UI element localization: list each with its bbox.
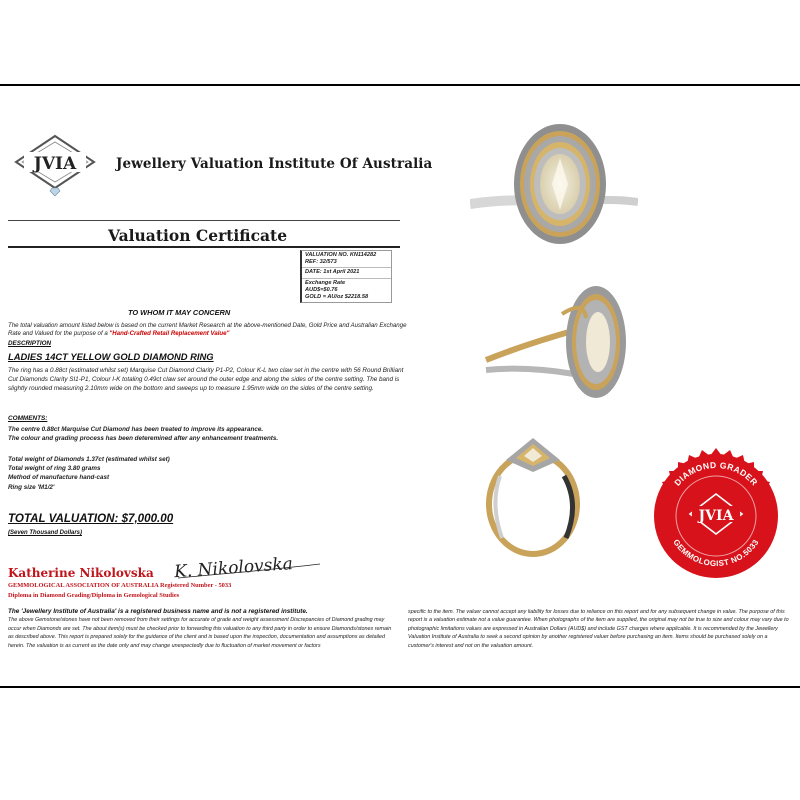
disclaimer-text: The above Gemstone/stones have not been removed from their settings for accurate of grade and weight assessment Discrepancies of Diamond grading may occur when Diamonds are set. The about item(s) must be checked prior to forwarding this valuation to any third party in order to ensure Diamonds/stones remain as described above. This report is prepared solely for the guidance of the client and is based upon the inspection, documentation and assumptions as detailed herein. The valuation is as current as the date only and may change unexpectedly due to fluctuation of market movement or factors xyxy=(8,617,392,649)
total-in-words: (Seven Thousand Dollars) xyxy=(8,530,83,536)
exchange-label: Exchange Rate xyxy=(305,279,346,286)
manufacture-method: Method of manufacture hand-cast xyxy=(8,474,110,482)
description-label: DESCRIPTION xyxy=(8,340,52,347)
divider xyxy=(8,246,400,248)
ring-weight: Total weight of ring 3.80 grams xyxy=(8,465,101,473)
ring-photo-top xyxy=(470,118,638,252)
valuer-registration: GEMMOLOGICAL ASSOCIATION OF AUSTRALIA Registered Number - 5033 xyxy=(8,582,232,589)
valuation-number: VALUATION NO. KN114282 xyxy=(305,252,377,258)
item-details xyxy=(8,455,308,492)
top-border xyxy=(0,84,800,86)
valuation-info-box xyxy=(300,250,392,303)
diamond-grader-seal xyxy=(646,446,786,586)
total-valuation: TOTAL VALUATION: $7,000.00 xyxy=(8,512,174,525)
valuer-signature xyxy=(170,548,330,584)
comment-line: The centre 0.88ct Marquise Cut Diamond has been treated to improve its appearance. xyxy=(8,426,264,433)
valuation-purpose: "Hand-Crafted Retail Replacement Value" xyxy=(109,330,230,338)
seal-center-text: JVIA xyxy=(698,508,734,524)
ring-photo-front xyxy=(470,420,596,560)
diamond-weight: Total weight of Diamonds 1.37ct (estimated whilst set) xyxy=(8,456,170,463)
logo-text: JVIA xyxy=(33,154,77,174)
salutation: TO WHOM IT MAY CONCERN xyxy=(128,308,231,317)
seal-top-text: DIAMOND GRADER xyxy=(672,459,760,488)
valuer-name: Katherine Nikolovska xyxy=(8,566,154,580)
valuation-date: DATE: 1st April 2021 xyxy=(305,269,360,276)
diamond-icon xyxy=(50,188,60,196)
divider xyxy=(8,220,400,221)
ring-photo-angle xyxy=(466,270,648,416)
comments xyxy=(8,425,408,443)
disclaimer-left xyxy=(8,608,394,650)
comment-line: The colour and grading process has been deteremined after any enhancement treatments. xyxy=(8,435,279,443)
svg-text:K. Nikolovska: K. Nikolovska xyxy=(173,554,294,583)
item-description: The ring has a 0.88ct (estimated whilst set) Marquise Cut Diamond Clarity P1-P2, Colour K-L two claw set in the centre with 56 Round Brilliant Cut Diamonds Clarity SI1-P1, Colour I-K totaling 0.49ct claw set around the outer edge and along the sides of the centre setting. The band is slightly rounded measuring 2.10mm wide on the bottom and sweeps up to measure 1.95mm wide on the sides of the centre setting. xyxy=(8,367,404,393)
certificate-title: Valuation Certificate xyxy=(108,226,288,245)
gold-rate: GOLD = AU/oz $2218.58 xyxy=(305,294,369,301)
ring-size: Ring size 'M1/2' xyxy=(8,483,55,491)
jvia-logo xyxy=(10,128,100,208)
seal-bottom-text: GEMMOLOGIST NO.5033 xyxy=(671,537,761,569)
intro-text: The total valuation amount listed below is based on the current Market Research at the above-mentioned Date, Gold Price and Australian Exchange Rate and Valued for the purpose of a "Hand-Crafted Retail Replacement Value" xyxy=(8,322,407,338)
valuer-qualification: Diploma in Diamond Grading/Diploma in Gemological Studies xyxy=(8,592,180,599)
item-title: LADIES 14CT YELLOW GOLD DIAMOND RING xyxy=(8,351,214,362)
bottom-border xyxy=(0,686,800,688)
aud-rate: AUD$=$0.76 xyxy=(305,286,338,293)
disclaimer-lead: The 'Jewellery Institute of Australia' is a registered business name and is not a registered institute. xyxy=(8,608,308,615)
reference: REF: 32/573 xyxy=(305,259,337,266)
comments-label: COMMENTS: xyxy=(8,415,48,422)
disclaimer-right: specific to the item. The valuer cannot accept any liability for losses due to reliance on this report and for any subsequent change in value. The purpose of this report is a valuation estimate not a value guarantee. When photographs of the item are supplied, the original may not be true to size and colour may vary due to photographic limitations values are expressed in Australian Dollars (AUD$) and include GST charges where applicable. It is recommended by the Jewellery Valuation Institute of Australia to seek a second opinion by another registered valuer before purchasing an item. Items should be purchased solely on a customer's interest and not on the valuation amount. xyxy=(408,609,789,649)
institute-name: Jewellery Valuation Institute Of Australia xyxy=(116,156,433,172)
